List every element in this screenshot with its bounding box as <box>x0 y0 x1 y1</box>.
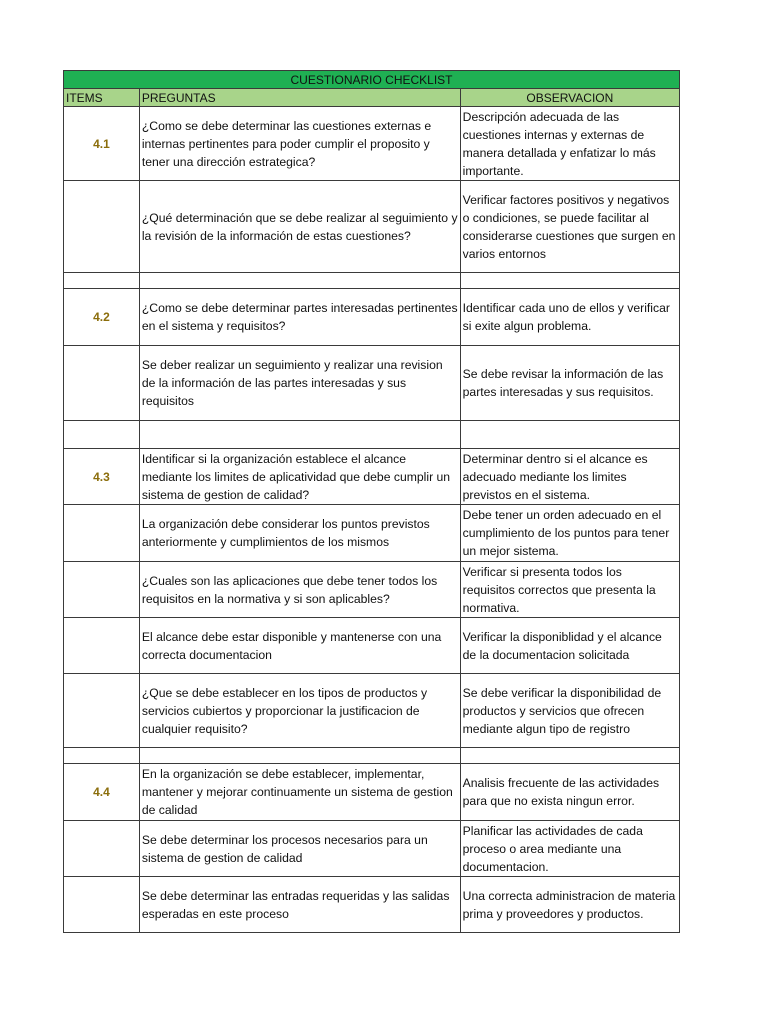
item-cell <box>64 421 140 449</box>
header-observacion: OBSERVACION <box>460 89 679 107</box>
item-cell: 4.3 <box>64 449 140 505</box>
pregunta-cell: ¿Como se debe determinar partes interesadas pertinentes en el sistema y requisitos? <box>139 289 460 346</box>
table-title: CUESTIONARIO CHECKLIST <box>64 71 680 89</box>
checklist-table <box>63 70 680 933</box>
pregunta-cell: La organización debe considerar los puntos previstos anteriormente y cumplimientos de los mismos <box>139 505 460 562</box>
table-row <box>64 107 680 181</box>
pregunta-cell: ¿Que se debe establecer en los tipos de productos y servicios cubiertos y proporcionar la justificacion de cualquier requisito? <box>139 674 460 748</box>
table-row <box>64 346 680 421</box>
table-row <box>64 505 680 562</box>
observacion-cell: Verificar si presenta todos los requisitos correctos que presenta la normativa. <box>460 562 679 618</box>
table-row <box>64 289 680 346</box>
pregunta-cell: ¿Como se debe determinar las cuestiones externas e internas pertinentes para poder cumplir el proposito y tener una dirección estrategica? <box>139 107 460 181</box>
item-cell <box>64 181 140 273</box>
header-preguntas: PREGUNTAS <box>139 89 460 107</box>
observacion-cell: Se debe revisar la información de las partes interesadas y sus requisitos. <box>460 346 679 421</box>
item-cell <box>64 748 140 764</box>
item-cell: 4.2 <box>64 289 140 346</box>
item-cell <box>64 273 140 289</box>
table-row <box>64 821 680 877</box>
observacion-cell: Se debe verificar la disponibilidad de productos y servicios que ofrecen mediante algun tipo de registro <box>460 674 679 748</box>
title-row <box>64 71 680 89</box>
item-cell <box>64 877 140 933</box>
observacion-cell: Verificar factores positivos y negativos o condiciones, se puede facilitar al considerarse cuestiones que surgen en varios entornos <box>460 181 679 273</box>
item-cell <box>64 562 140 618</box>
pregunta-cell: Se debe determinar los procesos necesarios para un sistema de gestion de calidad <box>139 821 460 877</box>
observacion-cell <box>460 421 679 449</box>
observacion-cell: Verificar la disponiblidad y el alcance de la documentacion solicitada <box>460 618 679 674</box>
item-cell <box>64 618 140 674</box>
table-row <box>64 618 680 674</box>
item-cell <box>64 505 140 562</box>
item-cell: 4.4 <box>64 764 140 821</box>
table-row <box>64 449 680 505</box>
table-row <box>64 674 680 748</box>
table-row <box>64 877 680 933</box>
observacion-cell: Descripción adecuada de las cuestiones internas y externas de manera detallada y enfatizar lo más importante. <box>460 107 679 181</box>
pregunta-cell <box>139 421 460 449</box>
item-cell <box>64 821 140 877</box>
table-row-empty <box>64 748 680 764</box>
pregunta-cell <box>139 273 460 289</box>
table-row-empty <box>64 273 680 289</box>
observacion-cell: Planificar las actividades de cada proceso o area mediante una documentacion. <box>460 821 679 877</box>
observacion-cell: Analisis frecuente de las actividades para que no exista ningun error. <box>460 764 679 821</box>
header-items: ITEMS <box>64 89 140 107</box>
pregunta-cell: ¿Cuales son las aplicaciones que debe tener todos los requisitos en la normativa y si son aplicables? <box>139 562 460 618</box>
pregunta-cell: El alcance debe estar disponible y mantenerse con una correcta documentacion <box>139 618 460 674</box>
header-row <box>64 89 680 107</box>
observacion-cell: Debe tener un orden adecuado en el cumplimiento de los puntos para tener un mejor sistema. <box>460 505 679 562</box>
observacion-cell <box>460 748 679 764</box>
table-row <box>64 562 680 618</box>
pregunta-cell <box>139 748 460 764</box>
item-cell <box>64 674 140 748</box>
pregunta-cell: ¿Qué determinación que se debe realizar al seguimiento y la revisión de la información de estas cuestiones? <box>139 181 460 273</box>
observacion-cell <box>460 273 679 289</box>
pregunta-cell: Identificar si la organización establece el alcance mediante los limites de aplicatividad que debe cumplir un sistema de gestion de calidad? <box>139 449 460 505</box>
pregunta-cell: Se deber realizar un seguimiento y realizar una revision de la información de las partes interesadas y sus requisitos <box>139 346 460 421</box>
pregunta-cell: En la organización se debe establecer, implementar, mantener y mejorar continuamente un sistema de gestion de calidad <box>139 764 460 821</box>
pregunta-cell: Se debe determinar las entradas requeridas y las salidas esperadas en este proceso <box>139 877 460 933</box>
item-cell <box>64 346 140 421</box>
observacion-cell: Identificar cada uno de ellos y verificar si exite algun problema. <box>460 289 679 346</box>
table-row-empty <box>64 421 680 449</box>
table-row <box>64 764 680 821</box>
observacion-cell: Una correcta administracion de materia prima y proveedores y productos. <box>460 877 679 933</box>
table-row <box>64 181 680 273</box>
item-cell: 4.1 <box>64 107 140 181</box>
observacion-cell: Determinar dentro si el alcance es adecuado mediante los limites previstos en el sistema. <box>460 449 679 505</box>
